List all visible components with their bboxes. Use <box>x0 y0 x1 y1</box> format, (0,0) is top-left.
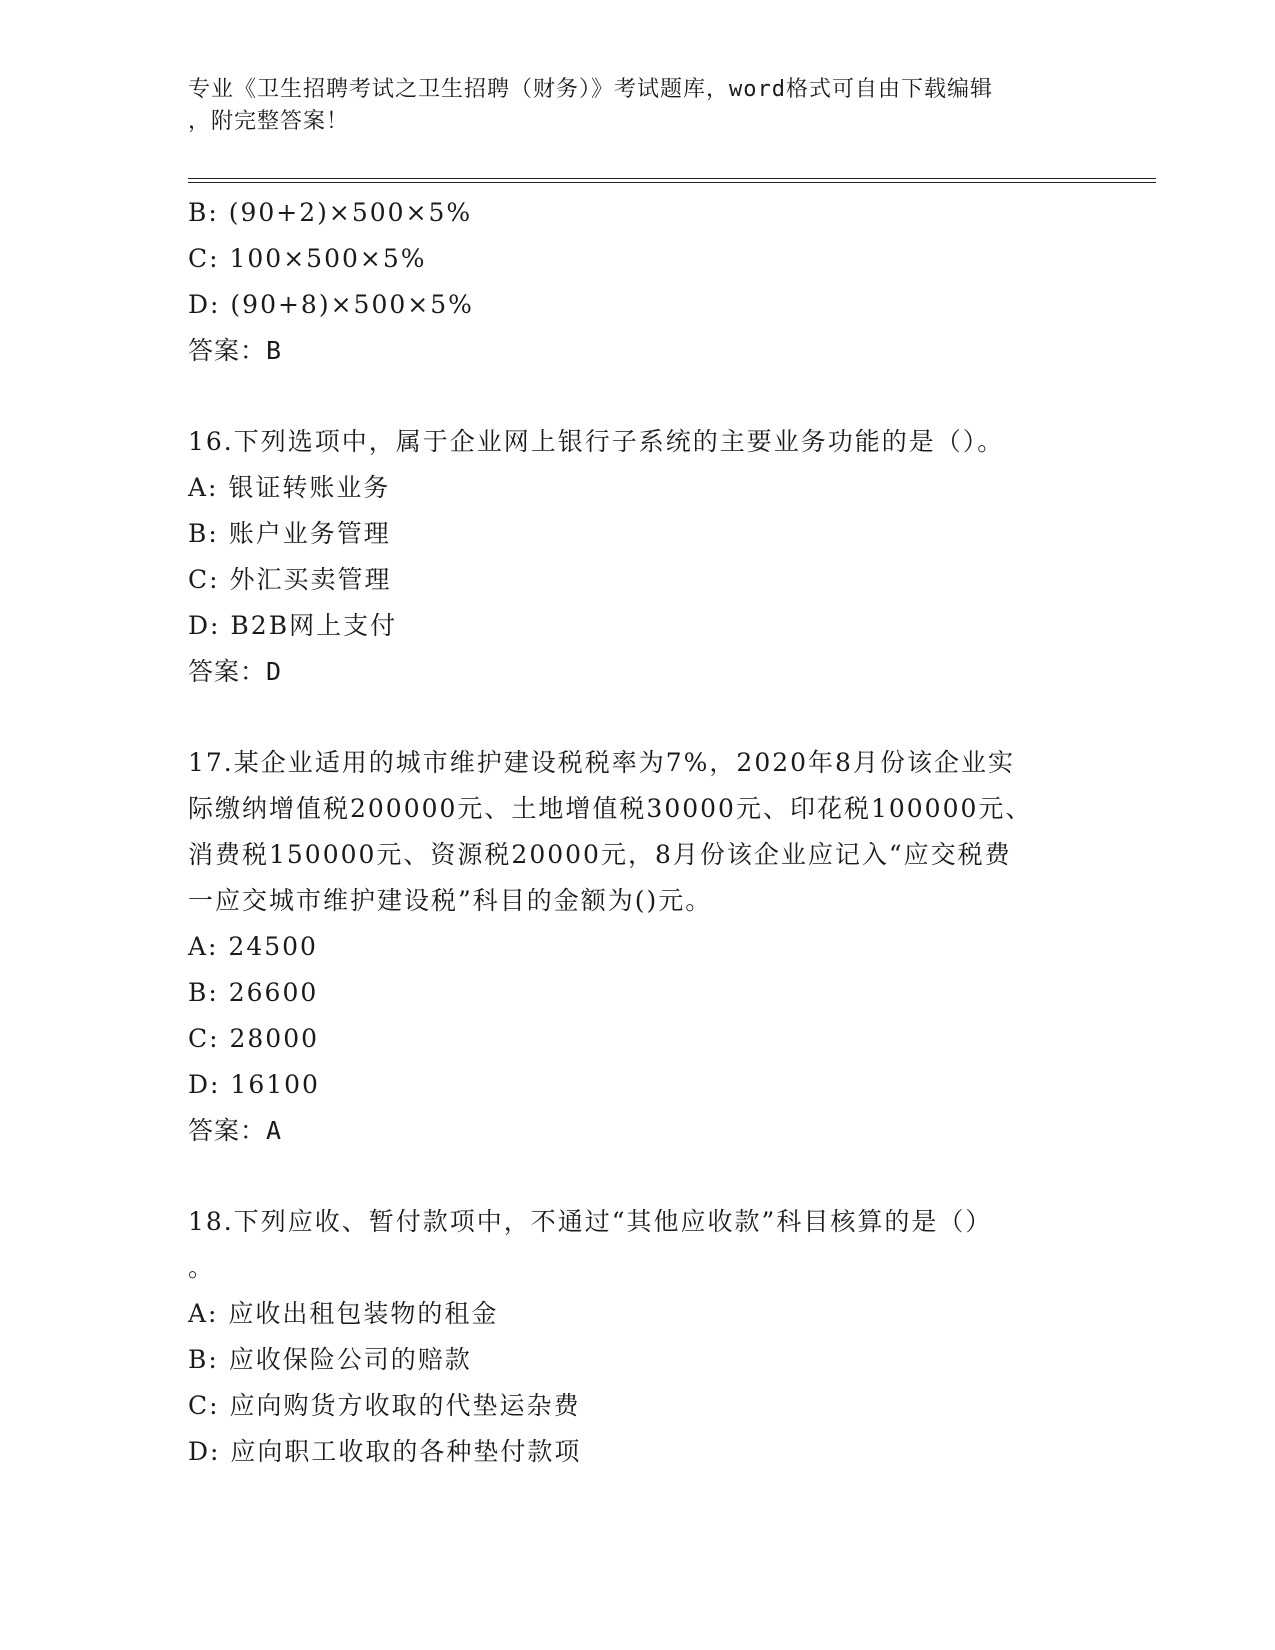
option-b: B: 应收保险公司的赔款 <box>188 1345 472 1374</box>
question-stem-line-2: 。 <box>188 1253 216 1282</box>
question-stem-line-3: 消费税150000元、资源税20000元，8月份该企业应记入“应交税费 <box>188 840 1012 869</box>
question-stem-line-1: 18.下列应收、暂付款项中，不通过“其他应收款”科目核算的是（） <box>188 1207 993 1236</box>
header-title-line-1: 专业《卫生招聘考试之卫生招聘（财务）》考试题库，word格式可自由下载编辑 <box>188 77 993 102</box>
option-b: B: (90+2)×500×5% <box>188 198 473 227</box>
option-d: D: (90+8)×500×5% <box>188 290 474 319</box>
option-c: C: 100×500×5% <box>188 244 427 273</box>
answer: 答案：D <box>188 657 283 686</box>
answer: 答案：A <box>188 1116 283 1145</box>
question-stem-line-2: 际缴纳增值税200000元、土地增值税30000元、印花税100000元、 <box>188 794 1033 823</box>
option-d: D: B2B网上支付 <box>188 611 398 640</box>
option-b: B: 账户业务管理 <box>188 519 391 548</box>
question-stem: 16.下列选项中，属于企业网上银行子系统的主要业务功能的是（）。 <box>188 427 1005 456</box>
answer: 答案：B <box>188 336 283 365</box>
option-b: B: 26600 <box>188 978 319 1007</box>
question-stem-line-4: 一应交城市维护建设税”科目的金额为()元。 <box>188 886 713 915</box>
header-double-rule <box>188 178 1156 183</box>
option-d: D: 16100 <box>188 1070 320 1099</box>
header-title-line-2: ，附完整答案！ <box>188 109 350 134</box>
option-a: A: 银证转账业务 <box>188 473 391 502</box>
question-15 <box>188 190 1088 374</box>
option-a: A: 应收出租包装物的租金 <box>188 1299 499 1328</box>
question-17 <box>188 740 1088 1154</box>
question-18 <box>188 1199 1088 1475</box>
option-c: C: 外汇买卖管理 <box>188 565 392 594</box>
document-header <box>188 74 1068 138</box>
option-a: A: 24500 <box>188 932 318 961</box>
question-stem-line-1: 17.某企业适用的城市维护建设税税率为7%，2020年8月份该企业实 <box>188 748 1015 777</box>
option-c: C: 28000 <box>188 1024 320 1053</box>
option-d: D: 应向职工收取的各种垫付款项 <box>188 1437 582 1466</box>
option-c: C: 应向购货方收取的代垫运杂费 <box>188 1391 581 1420</box>
question-16 <box>188 419 1088 695</box>
document-body <box>188 190 1088 1475</box>
